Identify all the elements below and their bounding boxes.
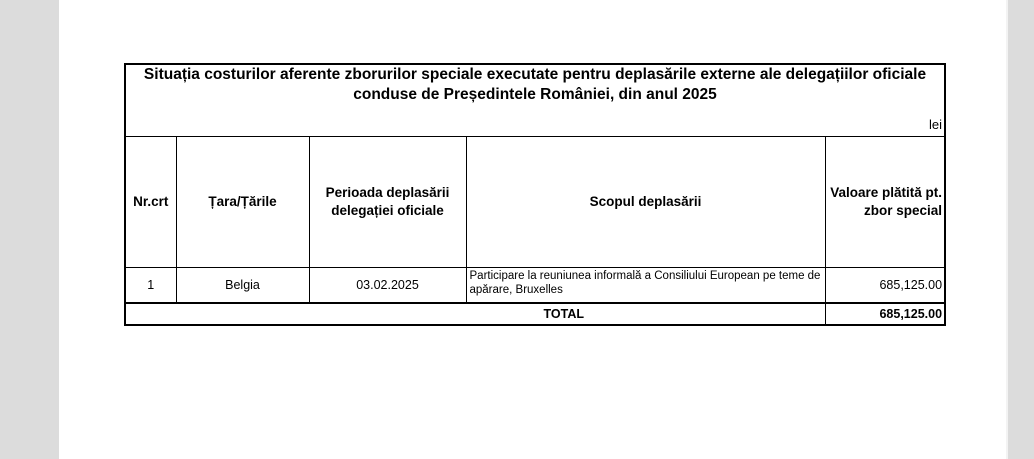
costs-table [124, 63, 946, 326]
total-value: 685,125.00 [825, 303, 945, 325]
total-label: TOTAL [125, 303, 825, 325]
header-nr: Nr.crt [125, 137, 176, 268]
table-row [125, 268, 945, 304]
table-title: Situația costurilor aferente zborurilor speciale executate pentru deplasările externe ale delegațiilor oficiale conduse de Președintele României, din anul 2025 [143, 66, 927, 103]
header-country: Țara/Țările [176, 137, 309, 268]
row-purpose: Participare la reuniunea informală a Consiliului European pe teme de apărare, Bruxelles [466, 268, 825, 304]
row-country: Belgia [176, 268, 309, 304]
currency-unit: lei [929, 117, 943, 132]
header-row [125, 137, 945, 268]
total-row [125, 303, 945, 325]
header-value: Valoare plătită pt. zbor special [825, 137, 945, 268]
row-nr: 1 [125, 268, 176, 304]
header-purpose: Scopul deplasării [466, 137, 825, 268]
header-period: Perioada deplasării delegației oficiale [309, 137, 466, 268]
row-value: 685,125.00 [825, 268, 945, 304]
page-edge [1006, 0, 1008, 459]
document-page [59, 0, 1006, 459]
table-title-cell [125, 64, 945, 137]
row-period: 03.02.2025 [309, 268, 466, 304]
